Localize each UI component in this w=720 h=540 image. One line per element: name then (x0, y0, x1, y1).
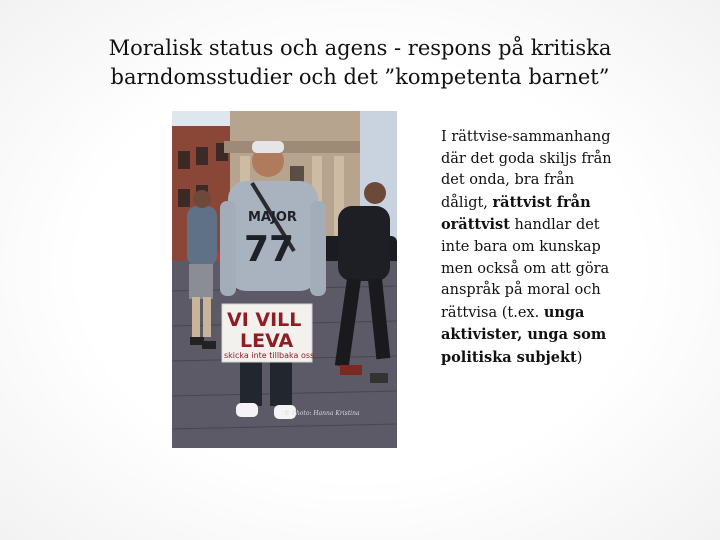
title-line-2: barndomsstudier och det ”kompetenta barnet” (110, 65, 610, 89)
photo-watermark: © Photo: Hanna Kristina (284, 410, 360, 417)
sign-line-2: LEVA (240, 330, 294, 352)
body-paragraph (441, 127, 621, 370)
protest-photo (172, 111, 397, 448)
body-text-2: handlar det inte bara om kunskap men också om att göra anspråk på moral och rättvisa (t.ex. (441, 217, 610, 321)
title-line-1: Moralisk status och agens - respons på kritiska (108, 36, 612, 60)
slide-title (90, 34, 630, 92)
photo-illustration (172, 111, 397, 448)
body-text-1: I rättvise-sammanhang där det goda skiljs från det onda, bra från dåligt, (441, 129, 612, 211)
sign-line-1: VI VILL (227, 309, 302, 331)
sign-line-3: skicka inte tillbaka oss (224, 351, 315, 360)
body-text-3: ) (576, 349, 583, 366)
body-bold-2: unga aktivister, unga som politiska subjekt (441, 303, 607, 366)
body-bold-1: rättvist från orättvist (441, 193, 591, 234)
sweater-number: 77 (244, 229, 295, 270)
sweater-label: MAJOR (248, 210, 297, 225)
